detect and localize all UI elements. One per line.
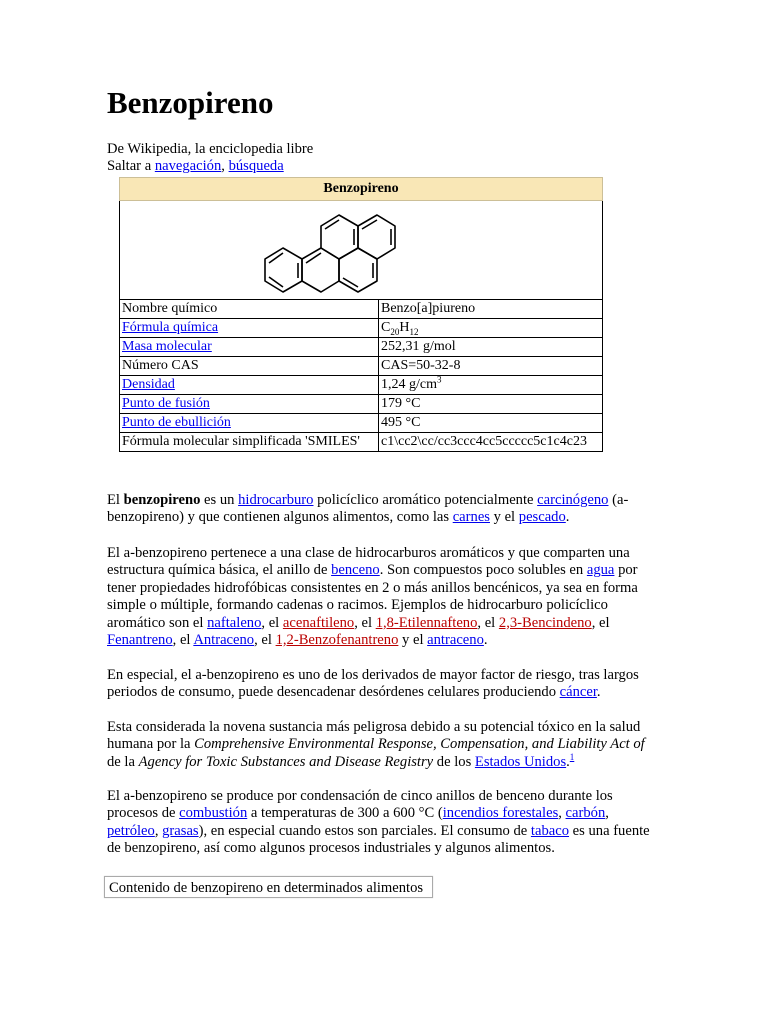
pescado-link[interactable]: pescado	[518, 509, 566, 526]
infobox-row	[120, 395, 603, 414]
carbon-link[interactable]: carbón	[565, 805, 606, 822]
paragraph-toxicity: Esta considerada la novena sustancia más peligrosa debido a su potencial tóxico en la salud humana por la Comprehensive Environmental Response, Compensation, and Liability Act of de la Agency for Toxic Substances and Disease Registry de los Estados Unidos.$^1$	[107, 719, 645, 770]
bencindeno-link[interactable]: 2,3-Bencindeno	[498, 614, 592, 631]
row-key: Número CAS	[120, 357, 379, 376]
structure-image-cell	[120, 201, 603, 300]
benzofenantreno-link[interactable]: 1,2-Benzofenantreno	[275, 632, 399, 649]
naftaleno-link[interactable]: naftaleno	[207, 614, 262, 631]
carnes-link[interactable]: carnes	[452, 509, 490, 526]
page-title: Benzopireno	[107, 85, 274, 120]
agua-link[interactable]: agua	[586, 562, 615, 579]
formula-link[interactable]: Fórmula química	[122, 320, 219, 335]
navigation-link[interactable]: navegación	[154, 158, 222, 174]
melting-point-link[interactable]: Punto de fusión	[122, 396, 210, 411]
site-subtitle	[107, 141, 313, 175]
row-value: Benzo[a]piureno	[379, 300, 603, 319]
benzopyrene-structure-diagram	[261, 201, 461, 299]
row-key: Nombre químico	[120, 300, 379, 319]
infobox-row	[120, 300, 603, 319]
benceno-link[interactable]: benceno	[331, 562, 380, 579]
combustion-link[interactable]: combustión	[179, 805, 248, 822]
etilennafteno-link[interactable]: 1,8-Etilennafteno	[375, 614, 478, 631]
row-value: CAS=50-32-8	[379, 357, 603, 376]
row-key: Fórmula molecular simplificada 'SMILES'	[120, 433, 379, 452]
paragraph-risk: En especial, el a-benzopireno es uno de los derivados de mayor factor de riesgo, tras largos periodos de consumo, puede desencadenar desórdenes celulares produciendo cáncer.	[107, 667, 639, 701]
search-link[interactable]: búsqueda	[228, 158, 284, 174]
carcinogeno-link[interactable]: carcinógeno	[537, 492, 609, 508]
tabaco-link[interactable]: tabaco	[530, 822, 570, 839]
paragraph-production: El a-benzopireno se produce por condensación de cinco anillos de benceno durante los procesos de combustión a temperaturas de 300 a 600 °C (incendios forestales, carbón, petróleo, grasas), en especial cuando estos son parciales. El consumo de tabaco es una fuente de benzopireno, así como algunos procesos industriales y algunos alimentos.	[107, 788, 650, 857]
infobox-row	[120, 433, 603, 452]
estados-unidos-link[interactable]: Estados Unidos	[474, 753, 567, 770]
antraceno-link-2[interactable]: antraceno	[427, 632, 484, 649]
row-value: $C_{20}H_{12}$	[379, 319, 603, 338]
row-value: 1,24 $g/cm^3$	[379, 376, 603, 395]
infobox-row	[120, 376, 603, 395]
cancer-link[interactable]: cáncer	[559, 684, 597, 701]
density-link[interactable]: Densidad	[122, 377, 175, 392]
grasas-link[interactable]: grasas	[162, 822, 199, 839]
molar-mass-link[interactable]: Masa molecular	[122, 339, 212, 354]
infobox-row	[120, 357, 603, 376]
row-value: 179 °C	[379, 395, 603, 414]
infobox-row	[120, 319, 603, 338]
row-value: 495 °C	[379, 414, 603, 433]
infobox-header: Benzopireno	[120, 178, 603, 201]
petroleo-link[interactable]: petróleo	[107, 822, 155, 839]
infobox-row	[120, 338, 603, 357]
hidrocarburo-link[interactable]: hidrocarburo	[238, 492, 314, 508]
paragraph-structure: El a-benzopireno pertenece a una clase de hidrocarburos aromáticos y que comparten una estructura química básica, el anillo de benceno. Son compuestos poco solubles en agua por tener propiedades hidrofóbicas consistentes en 2 o más anillos bencénicos, ya sea en forma simple o múltiple, formando cadenas o racimos. Ejemplos de hidrocarburo policíclico aromático son el naftaleno, el acenaftileno, el 1,8-Etilennafteno, el 2,3-Bencindeno, el Fenantreno, el Antraceno, el 1,2-Benzofenantreno y el antraceno.	[107, 545, 638, 649]
acenaftileno-link[interactable]: acenaftileno	[282, 614, 355, 631]
paragraph-intro: El benzopireno es un hidrocarburo policíclico aromático potencialmente carcinógeno (a-benzopireno) y que contienen algunos alimentos, como las carnes y el pescado.	[107, 492, 629, 526]
tagline: De Wikipedia, la enciclopedia libre	[107, 141, 314, 157]
boiling-point-link[interactable]: Punto de ebullición	[122, 415, 231, 430]
reference-link[interactable]: 1	[569, 751, 575, 762]
row-value: 252,31 g/mol	[379, 338, 603, 357]
fenantreno-link[interactable]: Fenantreno	[107, 632, 173, 649]
incendios-link[interactable]: incendios forestales	[442, 805, 559, 822]
jump-links: Saltar a navegación, búsqueda	[107, 158, 284, 174]
infobox-row	[120, 414, 603, 433]
antraceno-link[interactable]: Antraceno	[193, 632, 255, 649]
infobox-table	[119, 177, 603, 452]
table-caption: Contenido de benzopireno en determinados alimentos	[104, 876, 433, 898]
row-value: c1\cc2\cc/cc3ccc4cc5ccccc5c1c4c23	[379, 433, 603, 452]
